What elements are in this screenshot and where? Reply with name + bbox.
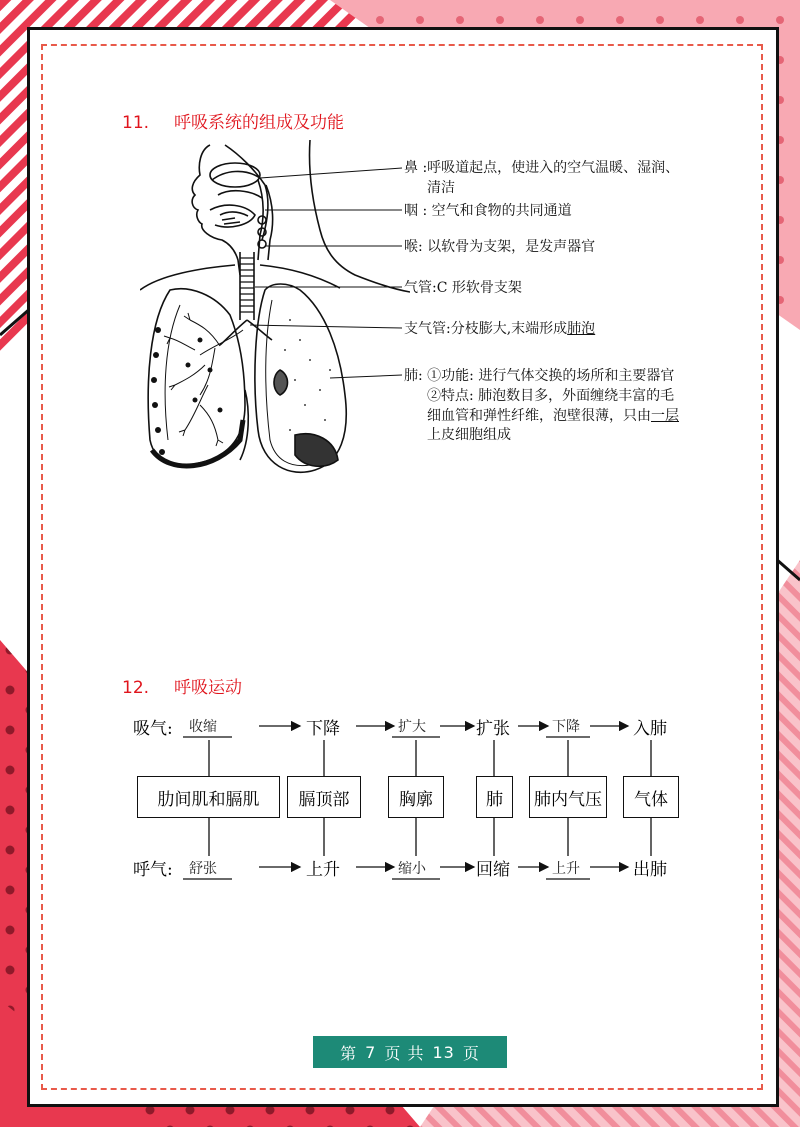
single-layer-underlined: 一层 bbox=[651, 408, 679, 424]
exhale-label: 呼气: bbox=[133, 860, 173, 880]
inhale-lung-state: 扩张 bbox=[476, 719, 510, 739]
box-diaphragm-dome: 膈顶部 bbox=[287, 776, 361, 818]
inhale-diaphragm-state: 下降 bbox=[306, 719, 340, 739]
bronchus-text: 支气管:分枝膨大,末端形成 bbox=[404, 321, 568, 337]
inhale-air-state: 入肺 bbox=[633, 719, 667, 739]
inhale-thorax-state: 扩大 bbox=[398, 719, 426, 735]
section-title: 呼吸系统的组成及功能 bbox=[174, 113, 344, 133]
section-number: 12. bbox=[122, 678, 150, 698]
section-title: 呼吸运动 bbox=[174, 678, 242, 698]
page-middle: 页 共 bbox=[384, 1043, 425, 1063]
exhale-muscle-state: 舒张 bbox=[189, 861, 217, 877]
nose-annotation: 鼻 :呼吸道起点，使进入的空气温暖、湿润、 bbox=[404, 160, 680, 176]
exhale-diaphragm-state: 上升 bbox=[306, 860, 340, 880]
lung-feature-annotation: ②特点: 肺泡数目多，外面缠绕丰富的毛 bbox=[427, 388, 675, 404]
box-thorax: 胸廓 bbox=[388, 776, 444, 818]
lung-function-annotation: 肺: ①功能: 进行气体交换的场所和主要器官 bbox=[404, 368, 675, 384]
inhale-pressure-state: 下降 bbox=[552, 719, 580, 735]
inhale-muscle-state: 收缩 bbox=[189, 719, 217, 735]
lung-feature-text: 细血管和弹性纤维，泡壁很薄，只由 bbox=[427, 408, 651, 424]
exhale-pressure-state: 上升 bbox=[552, 861, 580, 877]
box-air: 气体 bbox=[623, 776, 679, 818]
exhale-lung-state: 回缩 bbox=[476, 860, 510, 880]
exhale-air-state: 出肺 bbox=[633, 860, 667, 880]
box-intercostal-diaphragm: 肋间肌和膈肌 bbox=[137, 776, 280, 818]
box-lung-pressure: 肺内气压 bbox=[529, 776, 607, 818]
exhale-thorax-state: 缩小 bbox=[398, 861, 426, 877]
box-lung: 肺 bbox=[476, 776, 513, 818]
inhale-label: 吸气: bbox=[133, 719, 173, 739]
larynx-annotation: 喉: 以软骨为支架，是发声器官 bbox=[404, 239, 596, 255]
page-suffix: 页 bbox=[462, 1043, 480, 1063]
current-page-number: 7 bbox=[365, 1042, 377, 1062]
page-indicator bbox=[313, 1036, 507, 1068]
pharynx-annotation: 咽 : 空气和食物的共同通道 bbox=[404, 203, 572, 219]
page-prefix: 第 bbox=[340, 1043, 358, 1063]
nose-annotation-cont: 清洁 bbox=[427, 180, 455, 196]
alveoli-underlined: 肺泡 bbox=[567, 321, 596, 337]
section-number: 11. bbox=[122, 113, 150, 133]
total-page-number: 13 bbox=[432, 1042, 455, 1062]
trachea-annotation: 气管:C 形软骨支架 bbox=[404, 280, 522, 296]
lung-feature-annotation-3: 上皮细胞组成 bbox=[427, 427, 511, 443]
